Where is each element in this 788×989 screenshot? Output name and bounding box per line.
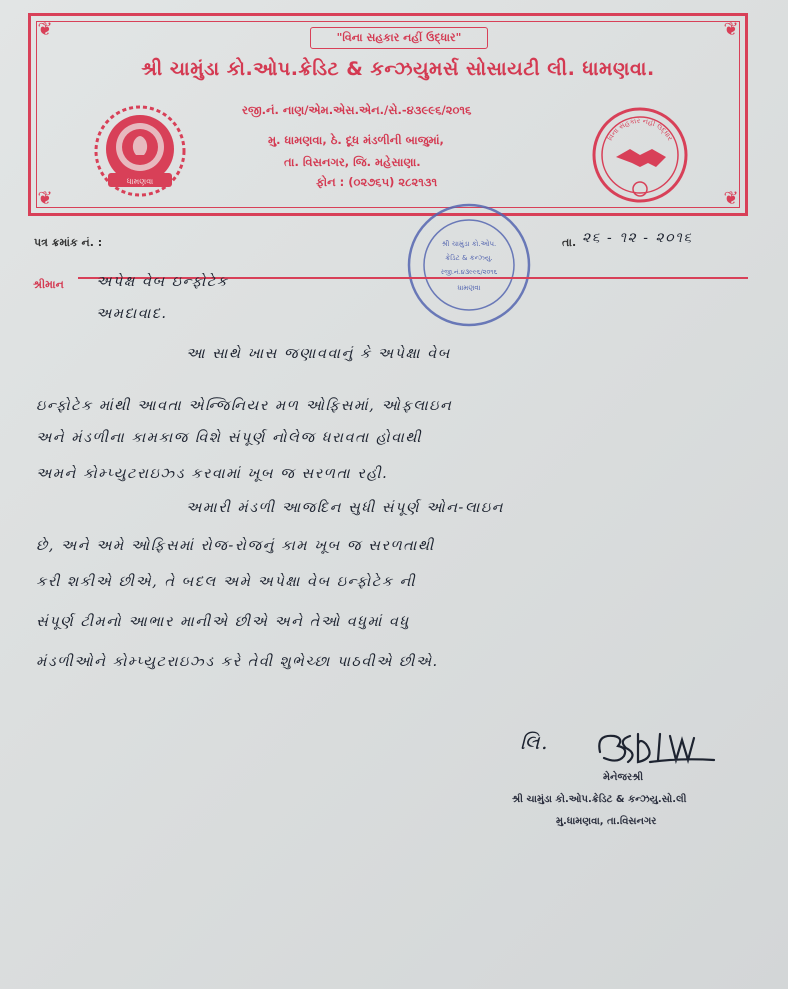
phone-number: ફોન : (૦૨૭૬૫) ૨૮૨૧૩૧ [316,175,438,189]
body-line-6: છે, અને અમે ઓફિસમાં રોજ-રોજનું કામ ખૂબ જ સરળતાથી [36,538,435,554]
corner-ornament-br: ❦ [723,188,739,209]
handwritten-signature [590,722,720,772]
closing-text: લિ. [520,730,549,754]
body-line-2: ઇન્ફોટેક માંથી આવતા એન્જિનિયર મળ ઓફિસમાં, ઓફલાઇન [36,398,453,414]
date-label: તા. [562,236,577,249]
recipient-name: અપેક્ષ વેબ ઇન્ફોટેક [96,274,229,290]
svg-text:રજી.નં.૪૩૯૯૬/૨૦૧૬: રજી.નં.૪૩૯૯૬/૨૦૧૬ [440,268,498,276]
ref-number-label: પત્ર ક્રમાંક નં. : [34,236,103,249]
body-line-8: સંપૂર્ણ ટીમનો આભાર માનીએ છીએ અને તેઓ વધુમાં વધુ [36,614,410,630]
signatory-title: મેનેજરશ્રી [603,772,644,783]
body-line-5: અમારી મંડળી આજદિન સુધી સંપૂર્ણ ઓન-લાઇન [186,500,504,516]
society-rubber-stamp [404,200,534,330]
svg-text:ક્રેડિટ & કન્ઝ્યુ.: ક્રેડિટ & કન્ઝ્યુ. [445,254,493,262]
body-line-9: મંડળીઓને કોમ્પ્યુટરાઇઝ્ડ કરે તેવી શુભેચ્છા પાઠવીએ છીએ. [36,654,439,670]
svg-text:ધામણવા: ધામણવા [126,177,154,186]
corner-ornament-bl: ❦ [37,188,53,209]
address-line-1: મુ. ધામણવા, ઠે. દૂધ મંડળીની બાજુમાં, [268,133,444,147]
corner-ornament-tr: ❦ [723,19,739,40]
svg-text:શ્રી ચામુંડા કો.ઓપ.: શ્રી ચામુંડા કો.ઓપ. [441,240,497,248]
address-line-2: તા. વિસનગર, જિ. મહેસાણા. [284,155,421,169]
body-line-4: અમને કોમ્પ્યુટરાઇઝ્ડ કરવામાં ખૂબ જ સરળતા રહી. [36,466,389,482]
date-value: ૨૬ - ૧૨ - ૨૦૧૬ [582,230,693,246]
society-name: શ્રી ચામુંડા કો.ઓપ.ક્રેડિટ & કન્ઝયુમર્સ સોસાયટી લી. ધામણવા. [141,58,655,80]
body-line-1: આ સાથે ખાસ જણાવવાનું કે અપેક્ષા વેબ [186,346,451,362]
handshake-emblem-logo [590,105,690,205]
svg-text:ધામણવા: ધામણવા [457,284,481,292]
svg-text:વિના સહકાર નહીં ઉદ્ધાર: વિના સહકાર નહીં ઉદ્ધાર [605,116,675,143]
salutation-label: શ્રીમાન [33,278,64,291]
motto: "વિના સહકાર નહીં ઉદ્ધાર" [310,27,488,49]
signatory-organization: શ્રી ચામુંડા કો.ઓપ.ક્રેડિટ & કન્ઝયુ.સો.લી [512,794,687,805]
recipient-city: અમદાવાદ. [96,306,168,322]
body-line-3: અને મંડળીના કામકાજ વિશે સંપૂર્ણ નોલેજ ધરાવતા હોવાથી [36,430,423,446]
society-emblem-logo [94,105,186,197]
body-line-7: કરી શકીએ છીએ, તે બદલ અમે અપેક્ષા વેબ ઇન્ફોટેક ની [36,574,416,590]
registration-number: રજી.નં. નાણ/એમ.એસ.એન./સે.-૪૩૯૯૬/૨૦૧૬ [242,103,472,117]
signatory-place: મુ.ધામણવા, તા.વિસનગર [556,816,657,827]
corner-ornament-tl: ❦ [37,19,53,40]
